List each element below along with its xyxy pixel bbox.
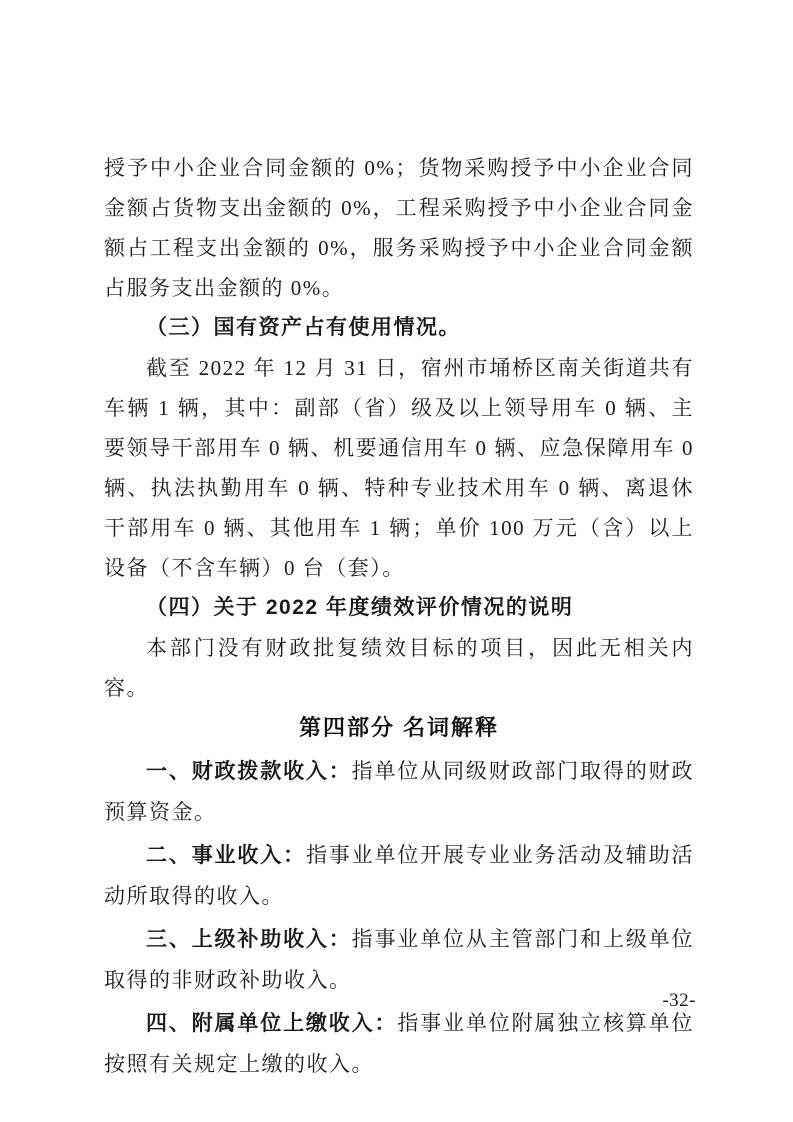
glossary-term-2: 二、事业收入： — [146, 844, 306, 867]
section4-heading: （四）关于 2022 年度绩效评价情况的说明 — [146, 596, 574, 619]
glossary-term-4: 四、附属单位上缴收入： — [146, 1012, 398, 1035]
glossary-item-1 — [104, 751, 694, 832]
glossary-item-3 — [104, 919, 694, 1000]
glossary-definition-3: 指事业单位从主管部门和上级单位取得的非财政补助收入。 — [104, 927, 695, 992]
glossary-term-3: 三、上级补助收入： — [146, 928, 352, 951]
glossary-item-2 — [104, 835, 694, 916]
section3-heading: （三）国有资产占有使用情况。 — [146, 316, 461, 339]
glossary-item-4 — [104, 1003, 694, 1084]
glossary-definition-2: 指事业单位开展专业业务活动及辅助活动所取得的收入。 — [104, 843, 695, 908]
continuation-paragraph: 授予中小企业合同金额的 0%；货物采购授予中小企业合同金额占货物支出金额的 0%，工程采购授予中小企业合同金额占工程支出金额的 0%，服务采购授予中小企业合同金额占服务支出金额的 0%。 — [104, 156, 694, 300]
section4-body: 本部门没有财政批复绩效目标的项目，因此无相关内容。 — [104, 636, 694, 700]
section3-body: 截至 2022 年 12 月 31 日，宿州市埇桥区南关街道共有车辆 1 辆，其中：副部（省）级及以上领导用车 0 辆、主要领导干部用车 0 辆、机要通信用车 0 辆、应急保障用车 0 辆、执法执勤用车 0 辆、特种专业技术用车 0 辆、离退休干部用车 0 辆、其他用车 1 辆；单价 100 万元（含）以上设备（不含车辆）0 台（套）。 — [104, 356, 694, 580]
page-number: -32- — [662, 990, 696, 1011]
glossary-term-1: 一、财政拨款收入： — [146, 760, 352, 783]
glossary-definition-1: 指单位从同级财政部门取得的财政预算资金。 — [104, 759, 695, 824]
glossary-definition-4: 指事业单位附属独立核算单位按照有关规定上缴的收入。 — [104, 1011, 695, 1076]
part4-title: 第四部分 名词解释 — [298, 715, 500, 740]
